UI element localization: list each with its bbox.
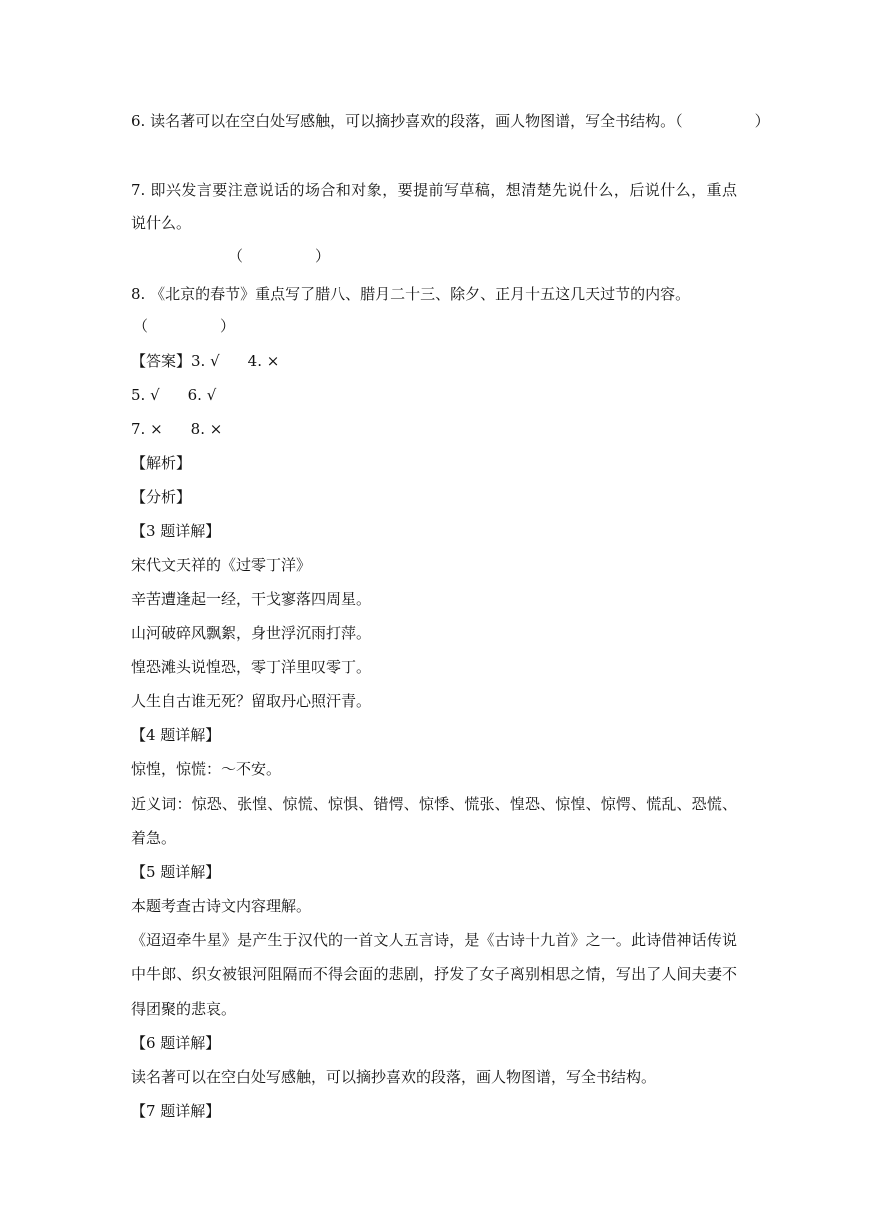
detail-3-line: 辛苦遭逢起一经，干戈寥落四周星。 (131, 590, 372, 608)
question-7-answer-parens (228, 246, 330, 266)
question-7-line-1: 7. 即兴发言要注意说话的场合和对象，要提前写草稿，想清楚先说什么，后说什么，重点 (131, 181, 737, 199)
detail-5-line-1: 本题考查古诗文内容理解。 (131, 897, 312, 915)
detail-5-line-4: 得团聚的悲哀。 (131, 1000, 237, 1018)
answer-6: 6. √ (187, 386, 217, 404)
question-6 (131, 111, 770, 131)
detail-4-line-3: 着急。 (131, 829, 177, 847)
answer-5: 5. √ (131, 386, 160, 404)
answer-row-3 (131, 419, 222, 439)
answer-4: 4. × (247, 352, 280, 370)
question-8-paren-close: ） (220, 317, 236, 335)
detail-7-heading: 【7 题详解】 (131, 1102, 221, 1120)
detail-3-line: 宋代文天祥的《过零丁洋》 (131, 556, 312, 574)
answer-label: 【答案】 (131, 352, 192, 370)
question-8-text: 8. 《北京的春节》重点写了腊八、腊月二十三、除夕、正月十五这几天过节的内容。 (131, 285, 691, 303)
detail-3-line: 人生自古谁无死？留取丹心照汗青。 (131, 692, 372, 710)
detail-4-line-2: 近义词：惊恐、张惶、惊慌、惊惧、错愕、惊悸、慌张、惶恐、惊惶、惊愕、慌乱、恐慌、 (131, 795, 737, 813)
detail-4-line-1: 惊惶，惊慌：～不安。 (131, 760, 282, 778)
answer-row-1 (131, 351, 279, 371)
detail-5-line-2: 《迢迢牵牛星》是产生于汉代的一首文人五言诗，是《古诗十九首》之一。此诗借神话传说 (131, 931, 737, 949)
answer-7: 7. × (131, 420, 163, 438)
question-7-line-2: 说什么。 (131, 214, 192, 232)
detail-6-line-1: 读名著可以在空白处写感触，可以摘抄喜欢的段落，画人物图谱，写全书结构。 (131, 1068, 657, 1086)
question-8-paren-open: （ (133, 317, 149, 335)
detail-3-heading: 【3 题详解】 (131, 522, 221, 540)
detail-3-line: 山河破碎风飘絮，身世浮沉雨打萍。 (131, 624, 372, 642)
question-7-paren-open: （ (228, 247, 244, 265)
question-8-answer-parens (133, 316, 235, 336)
question-6-paren-open: （ (675, 112, 683, 130)
detail-3-line: 惶恐滩头说惶恐，零丁洋里叹零丁。 (131, 658, 372, 676)
fenxi-heading: 【分析】 (131, 488, 192, 506)
detail-6-heading: 【6 题详解】 (131, 1034, 221, 1052)
jiexi-heading: 【解析】 (131, 454, 192, 472)
answer-8: 8. × (190, 420, 223, 438)
question-6-text: 6. 读名著可以在空白处写感触，可以摘抄喜欢的段落，画人物图谱，写全书结构。 (131, 112, 676, 130)
answer-row-2 (131, 385, 216, 405)
question-6-paren-close: ） (754, 112, 770, 130)
detail-4-heading: 【4 题详解】 (131, 726, 221, 744)
detail-5-line-3: 中牛郎、织女被银河阻隔而不得会面的悲剧，抒发了女子离别相思之情，写出了人间夫妻不 (131, 965, 737, 983)
answer-3: 3. √ (191, 352, 220, 370)
question-7-paren-close: ） (315, 247, 331, 265)
detail-5-heading: 【5 题详解】 (131, 863, 221, 881)
